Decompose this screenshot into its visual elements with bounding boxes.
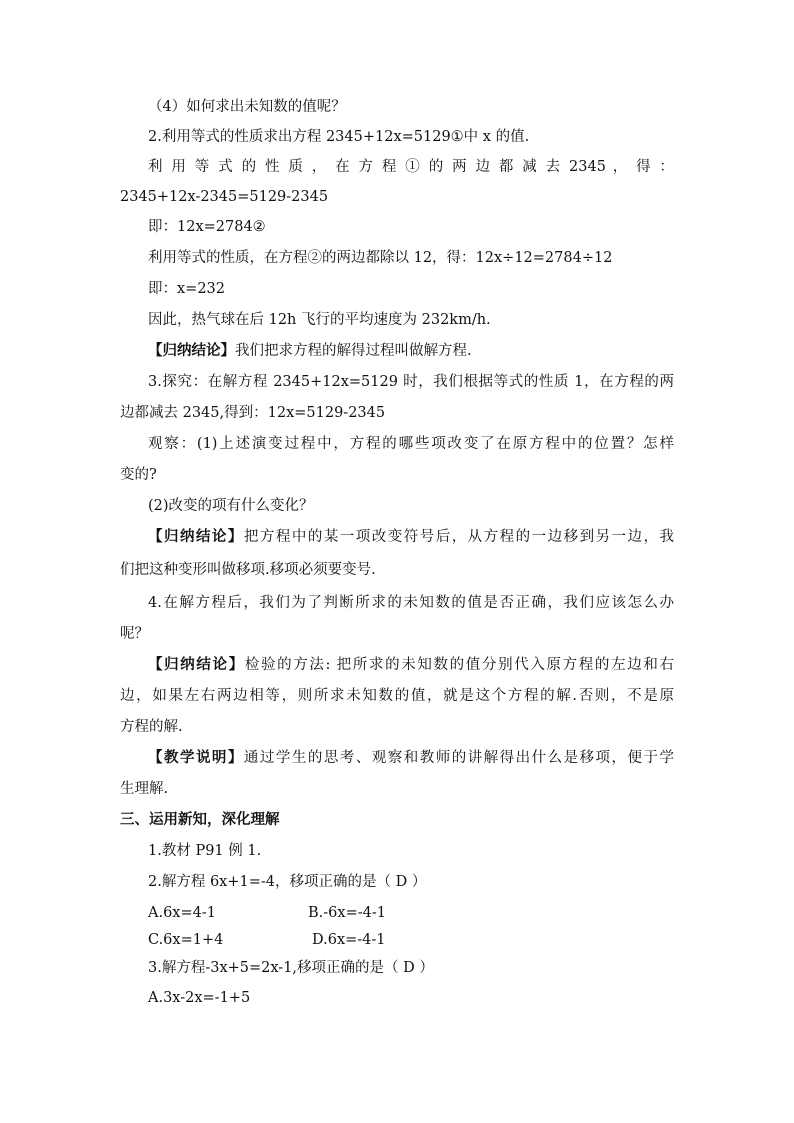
summary-tag: 【归纳结论】 — [148, 656, 245, 673]
step-2-text: 利 用 等 式 的 性 质 ， 在 方 程 ① 的 两 边 都 减 去 2345 ， 得 ： — [148, 159, 674, 175]
question-4-check: 4.在解方程后，我们为了判断所求的未知数的值是否正确，我们应该怎么办 — [148, 595, 674, 611]
section-3-heading: 三、运用新知，深化理解 — [120, 811, 280, 828]
summary-2-cont: 们把这种变形叫做移项.移项必须要变号. — [120, 562, 376, 578]
teaching-note-cont: 生理解. — [120, 781, 169, 797]
summary-1: 【归纳结论】我们把求方程的解得过程叫做解方程. — [148, 342, 472, 359]
observe-1: 观察：(1)上述演变过程中，方程的哪些项改变了在原方程中的位置？怎样 — [148, 436, 674, 452]
teaching-note: 【教学说明】通过学生的思考、观察和教师的讲解得出什么是移项，便于学 — [148, 749, 674, 766]
observe-2: (2)改变的项有什么变化？ — [148, 498, 314, 514]
summary-3-end: 方程的解. — [120, 719, 183, 735]
question-4-check-cont: 呢？ — [120, 626, 149, 642]
conclusion-speed: 因此，热气球在后 12h 飞行的平均速度为 232km/h. — [148, 312, 491, 328]
divide-step: 利用等式的性质，在方程②的两边都除以 12，得：12x÷12=2784÷12 — [148, 250, 613, 266]
option-d: D.6x=-4-1 — [312, 932, 386, 948]
explore-3-cont: 边都减去 2345,得到：12x=5129-2345 — [120, 405, 386, 421]
option-a: A.6x=4-1 — [148, 905, 216, 921]
summary-3-cont: 边，如果左右两边相等，则所求未知数的值，就是这个方程的解.否则，不是原 — [120, 688, 674, 704]
summary-2: 【归纳结论】把方程中的某一项改变符号后，从方程的一边移到另一边，我 — [148, 528, 674, 545]
option-b: B.-6x=-4-1 — [308, 905, 386, 921]
exercise-2-options-cd — [148, 930, 674, 950]
question-4: （4）如何求出未知数的值呢？ — [148, 99, 346, 115]
summary-3: 【归纳结论】检验的方法: 把所求的未知数的值分别代入原方程的左边和右 — [148, 656, 674, 673]
equation-2: 即：12x=2784② — [148, 219, 266, 235]
option-c: C.6x=1+4 — [148, 932, 224, 948]
teaching-tag: 【教学说明】 — [148, 749, 244, 766]
equation-subtract: 2345+12x-2345=5129-2345 — [120, 189, 329, 205]
exercise-2-options-ab — [148, 903, 674, 923]
step-2-heading: 2.利用等式的性质求出方程 2345+12x=5129①中 x 的值. — [148, 129, 530, 145]
exercise-1: 1.教材 P91 例 1. — [148, 843, 262, 859]
solution-x: 即：x=232 — [148, 281, 226, 297]
observe-1-cont: 变的? — [120, 467, 157, 483]
exercise-3: 3.解方程-3x+5=2x-1,移项正确的是（ D ） — [148, 960, 434, 976]
exercise-2: 2.解方程 6x+1=-4，移项正确的是（ D ） — [148, 874, 427, 890]
explore-3: 3.探究：在解方程 2345+12x=5129 时，我们根据等式的性质 1，在方程的两 — [148, 374, 674, 390]
summary-tag: 【归纳结论】 — [148, 342, 235, 359]
summary-tag: 【归纳结论】 — [148, 528, 244, 545]
exercise-3-option-a: A.3x-2x=-1+5 — [148, 990, 251, 1006]
